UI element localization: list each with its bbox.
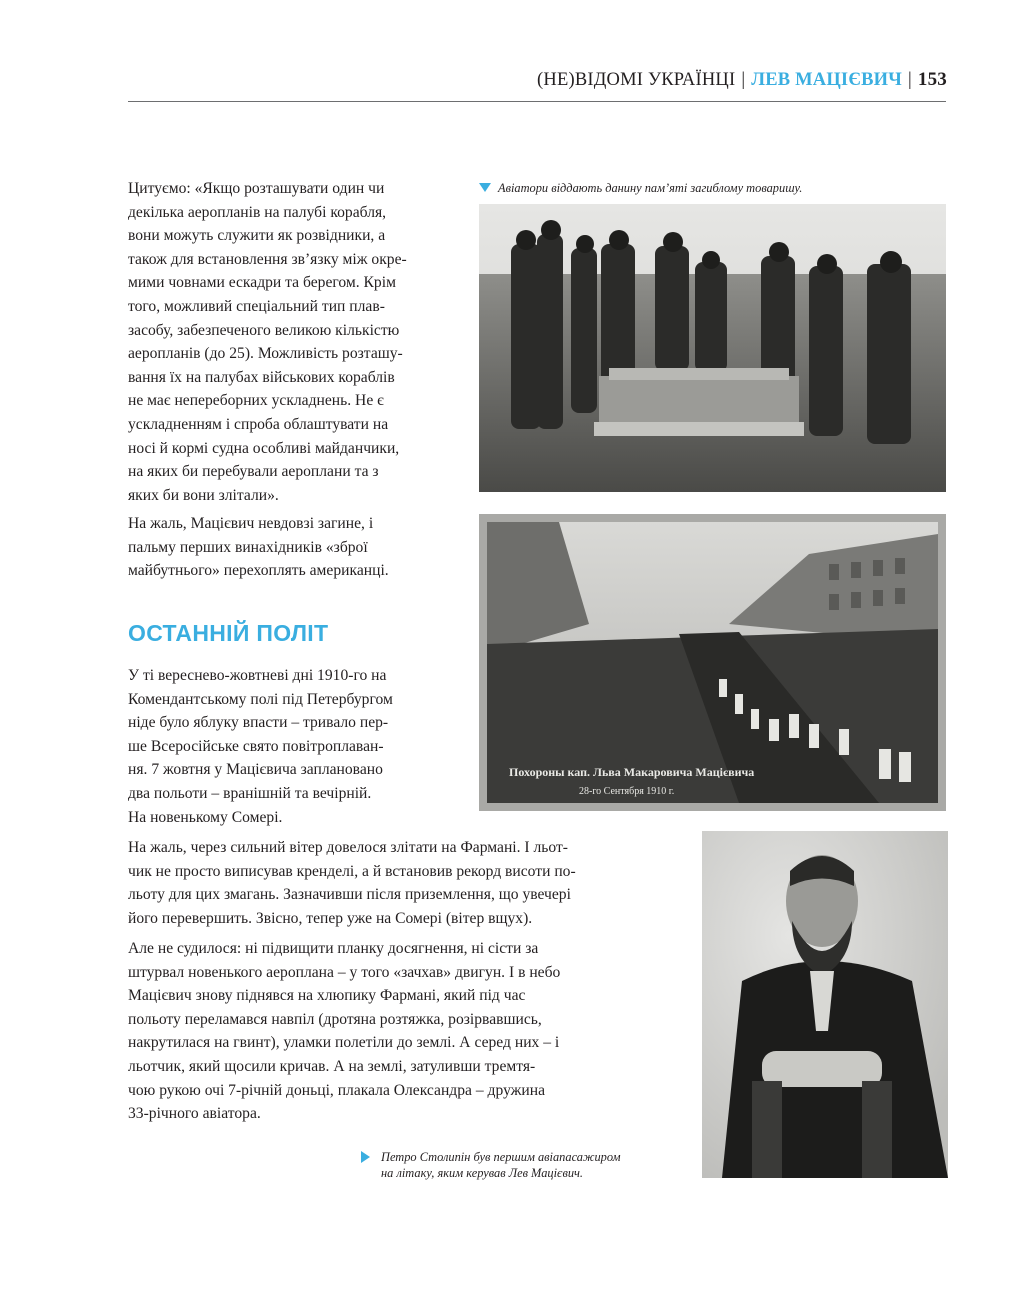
text-line: накрутилася на гвинт), уламки полетіли до землі. А серед них – і bbox=[128, 1034, 560, 1052]
text-line: ускладненням і спроба облаштувати на bbox=[128, 415, 389, 433]
paragraph-4 bbox=[128, 836, 668, 930]
text-line: ніде було яблуку впасти – тривало пер- bbox=[128, 714, 389, 732]
running-header bbox=[537, 66, 947, 94]
text-line: льоту для цих змагань. Зазначивши після приземлення, що увечері bbox=[128, 886, 571, 904]
caption-marker-icon bbox=[361, 1151, 370, 1163]
caption-stolypin bbox=[381, 1149, 681, 1181]
section-heading: ОСТАННІЙ ПОЛІТ bbox=[128, 620, 329, 646]
text-line: польоту переламався навпіл (дротяна розтяжка, розірвавшись, bbox=[128, 1010, 542, 1028]
text-line: льотчик, який щосили кричав. А на землі, затуливши тремтя- bbox=[128, 1057, 536, 1075]
text-line: 33-річного авіатора. bbox=[128, 1105, 261, 1123]
text-line: не має непереборних ускладнень. Не є bbox=[128, 392, 384, 410]
text-line: яких би вони злітали». bbox=[128, 486, 279, 504]
text-line: його перевершить. Звісно, тепер уже на Сомері (вітер вщух). bbox=[128, 909, 533, 927]
caption-marker-icon bbox=[479, 183, 491, 192]
text-line: штурвал новенького аероплана – у того «зачхав» двигун. І в небо bbox=[128, 963, 561, 981]
header-rule bbox=[128, 101, 946, 102]
text-line: вання їх на палубах військових кораблів bbox=[128, 368, 395, 386]
photo-aviators-saluting bbox=[479, 204, 946, 492]
text-line: Цитуємо: «Якщо розташувати один чи bbox=[128, 180, 385, 197]
text-line: чик не просто виписував кренделі, а й встановив рекорд висоти по- bbox=[128, 862, 576, 880]
funeral-inscription-line2: 28-го Сентября 1910 г. bbox=[579, 786, 675, 797]
text-line: У ті вереснево-жовтневі дні 1910-го на bbox=[128, 667, 387, 684]
paragraph-3 bbox=[128, 664, 458, 829]
text-line: ня. 7 жовтня у Мацієвича заплановано bbox=[128, 761, 383, 779]
text-line: носі й кормі судна особливі майданчики, bbox=[128, 439, 400, 457]
photo-funeral-procession bbox=[479, 514, 946, 811]
funeral-inscription-line1: Похороны кап. Льва Макаровича Мацієвича bbox=[509, 765, 755, 779]
text-line: вони можуть служити як розвідники, а bbox=[128, 227, 386, 245]
text-line: Комендантському полі під Петербургом bbox=[128, 690, 393, 708]
page-number: 153 bbox=[917, 69, 947, 90]
text-line: засобу, забезпеченого великою кількістю bbox=[128, 321, 400, 339]
text-line: аеропланів (до 25). Можливість розташу- bbox=[128, 345, 403, 363]
chapter-name: ЛЕВ МАЦІЄВИЧ bbox=[751, 69, 902, 90]
text-line: На жаль, через сильний вітер довелося злітати на Фармані. І льот- bbox=[128, 839, 568, 856]
text-line: декілька аеропланів на палубі корабля, bbox=[128, 203, 387, 221]
text-line: Мацієвич знову піднявся на хлюпику Фармані, який під час bbox=[128, 987, 526, 1005]
series-title: (НЕ)ВІДОМІ УКРАЇНЦІ bbox=[537, 69, 736, 90]
text-line: майбутнього» перехоплять американці. bbox=[128, 562, 389, 580]
caption-aviators: Авіатори віддають данину пам’яті загиблому товаришу. bbox=[498, 181, 803, 195]
text-line: на яких би перебували аероплани та з bbox=[128, 463, 379, 481]
text-line: На новенькому Сомері. bbox=[128, 808, 283, 826]
text-line: ше Всеросійське свято повітроплаван- bbox=[128, 737, 384, 755]
text-line: Але не судилося: ні підвищити планку досягнення, ні сісти за bbox=[128, 940, 539, 957]
header-separator: | bbox=[741, 69, 746, 90]
text-line: два польоти – вранішній та вечірній. bbox=[128, 784, 372, 802]
text-line: також для встановлення зв’язку між окре- bbox=[128, 250, 407, 268]
caption-line: Петро Столипін був першим авіапасажиром bbox=[381, 1150, 621, 1164]
caption-line: на літаку, яким керував Лев Мацієвич. bbox=[381, 1166, 584, 1180]
photo-portrait-matsiievych bbox=[702, 831, 948, 1178]
text-line: мими човнами ескадри та берегом. Крім bbox=[128, 274, 396, 292]
paragraph-2 bbox=[128, 512, 458, 583]
text-line: пальму перших винахідників «зброї bbox=[128, 538, 368, 556]
text-line: чою рукою очі 7-річній доньці, плакала Олександра – дружина bbox=[128, 1081, 546, 1099]
text-line: того, можливий спеціальний тип плав- bbox=[128, 297, 385, 315]
text-line: На жаль, Мацієвич невдовзі загине, і bbox=[128, 515, 374, 532]
paragraph-5 bbox=[128, 937, 668, 1126]
header-separator: | bbox=[907, 69, 912, 90]
quote-paragraph bbox=[128, 177, 458, 507]
